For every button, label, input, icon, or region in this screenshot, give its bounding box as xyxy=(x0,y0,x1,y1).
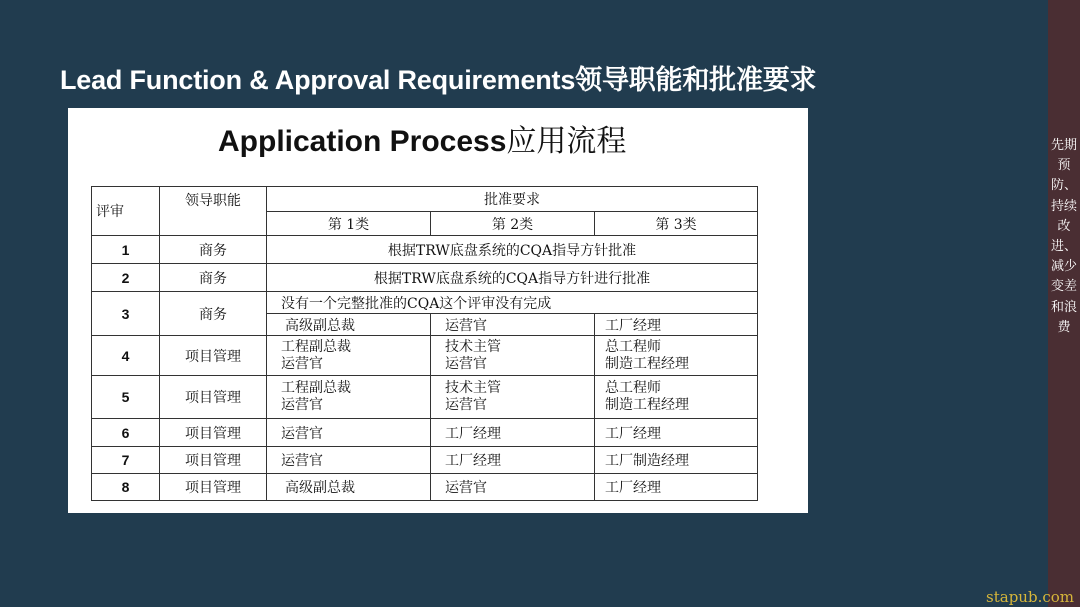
class-2-cell: 运营官 xyxy=(431,474,595,501)
class-3-cell: 工厂制造经理 xyxy=(595,447,758,474)
row-number: 3 xyxy=(92,292,160,336)
class-2-cell xyxy=(431,336,595,376)
class-1-cell: 高级副总裁 xyxy=(267,474,431,501)
class-2-cell: 工厂经理 xyxy=(431,419,595,447)
table-row xyxy=(92,447,758,474)
class-1-cell xyxy=(267,336,431,376)
class-2-cell: 运营官 xyxy=(431,314,595,336)
class-2-line-1: 技术主管 xyxy=(445,380,501,396)
class-2-line-2: 运营官 xyxy=(445,355,487,372)
lead-function-cell: 商务 xyxy=(160,292,267,336)
table-row xyxy=(92,336,758,376)
table-row xyxy=(92,292,758,314)
row-number: 2 xyxy=(92,264,160,292)
class-3-line-2: 制造工程经理 xyxy=(605,397,689,413)
header-approval: 批准要求 xyxy=(267,187,758,212)
table-panel xyxy=(68,108,808,513)
table-row xyxy=(92,419,758,447)
row-number: 1 xyxy=(92,236,160,264)
panel-title-cn: 应用流程 xyxy=(506,124,627,159)
table-row xyxy=(92,236,758,264)
class-1-line-1: 工程副总裁 xyxy=(281,338,351,355)
class-1-line-2: 运营官 xyxy=(281,355,323,372)
class-2-line-1: 技术主管 xyxy=(445,338,501,355)
class-1-cell: 高级副总裁 xyxy=(267,314,431,336)
row-number: 5 xyxy=(92,376,160,419)
header-class-1: 第 1类 xyxy=(267,212,431,236)
approval-note-cell: 没有一个完整批准的CQA这个评审没有完成 xyxy=(267,292,758,314)
header-lead-function: 领导职能 xyxy=(160,187,267,236)
class-2-cell xyxy=(431,376,595,419)
class-3-cell xyxy=(595,376,758,419)
lead-function-cell: 项目管理 xyxy=(160,474,267,501)
slide-title: Lead Function & Approval Requirements领导职能和批准要求 xyxy=(60,65,817,95)
class-3-line-1: 总工程师 xyxy=(605,338,661,355)
approval-cell: 根据TRW底盘系统的CQA指导方针批准 xyxy=(267,236,758,264)
header-class-2: 第 2类 xyxy=(431,212,595,236)
header-row xyxy=(92,187,758,212)
class-3-line-2: 制造工程经理 xyxy=(605,355,689,372)
class-2-cell: 工厂经理 xyxy=(431,447,595,474)
lead-function-cell: 项目管理 xyxy=(160,336,267,376)
lead-function-cell: 项目管理 xyxy=(160,419,267,447)
class-3-cell xyxy=(595,336,758,376)
row-number: 4 xyxy=(92,336,160,376)
panel-title-en: Application Process xyxy=(218,125,507,158)
row-number: 6 xyxy=(92,419,160,447)
lead-function-cell: 项目管理 xyxy=(160,376,267,419)
lead-function-cell: 项目管理 xyxy=(160,447,267,474)
side-slogan: 先期预防、持续改进、减少变差和浪费 xyxy=(1050,138,1077,335)
table-row xyxy=(92,376,758,419)
class-1-cell: 运营官 xyxy=(267,447,431,474)
watermark: stapub.com xyxy=(986,588,1074,606)
header-review: 评审 xyxy=(92,187,160,236)
row-number: 7 xyxy=(92,447,160,474)
class-3-line-1: 总工程师 xyxy=(605,380,661,396)
class-3-cell: 工厂经理 xyxy=(595,474,758,501)
table-row xyxy=(92,474,758,501)
row-number: 8 xyxy=(92,474,160,501)
table-row xyxy=(92,264,758,292)
side-bar xyxy=(1048,0,1080,607)
class-3-cell: 工厂经理 xyxy=(595,314,758,336)
class-1-cell: 运营官 xyxy=(267,419,431,447)
class-3-cell: 工厂经理 xyxy=(595,419,758,447)
lead-function-cell: 商务 xyxy=(160,236,267,264)
class-1-cell xyxy=(267,376,431,419)
approval-cell: 根据TRW底盘系统的CQA指导方针进行批准 xyxy=(267,264,758,292)
class-1-line-2: 运营官 xyxy=(281,397,323,413)
header-class-3: 第 3类 xyxy=(595,212,758,236)
class-2-line-2: 运营官 xyxy=(445,397,487,413)
class-1-line-1: 工程副总裁 xyxy=(281,380,351,396)
panel-title xyxy=(218,116,626,160)
approval-table xyxy=(91,186,758,501)
lead-function-cell: 商务 xyxy=(160,264,267,292)
